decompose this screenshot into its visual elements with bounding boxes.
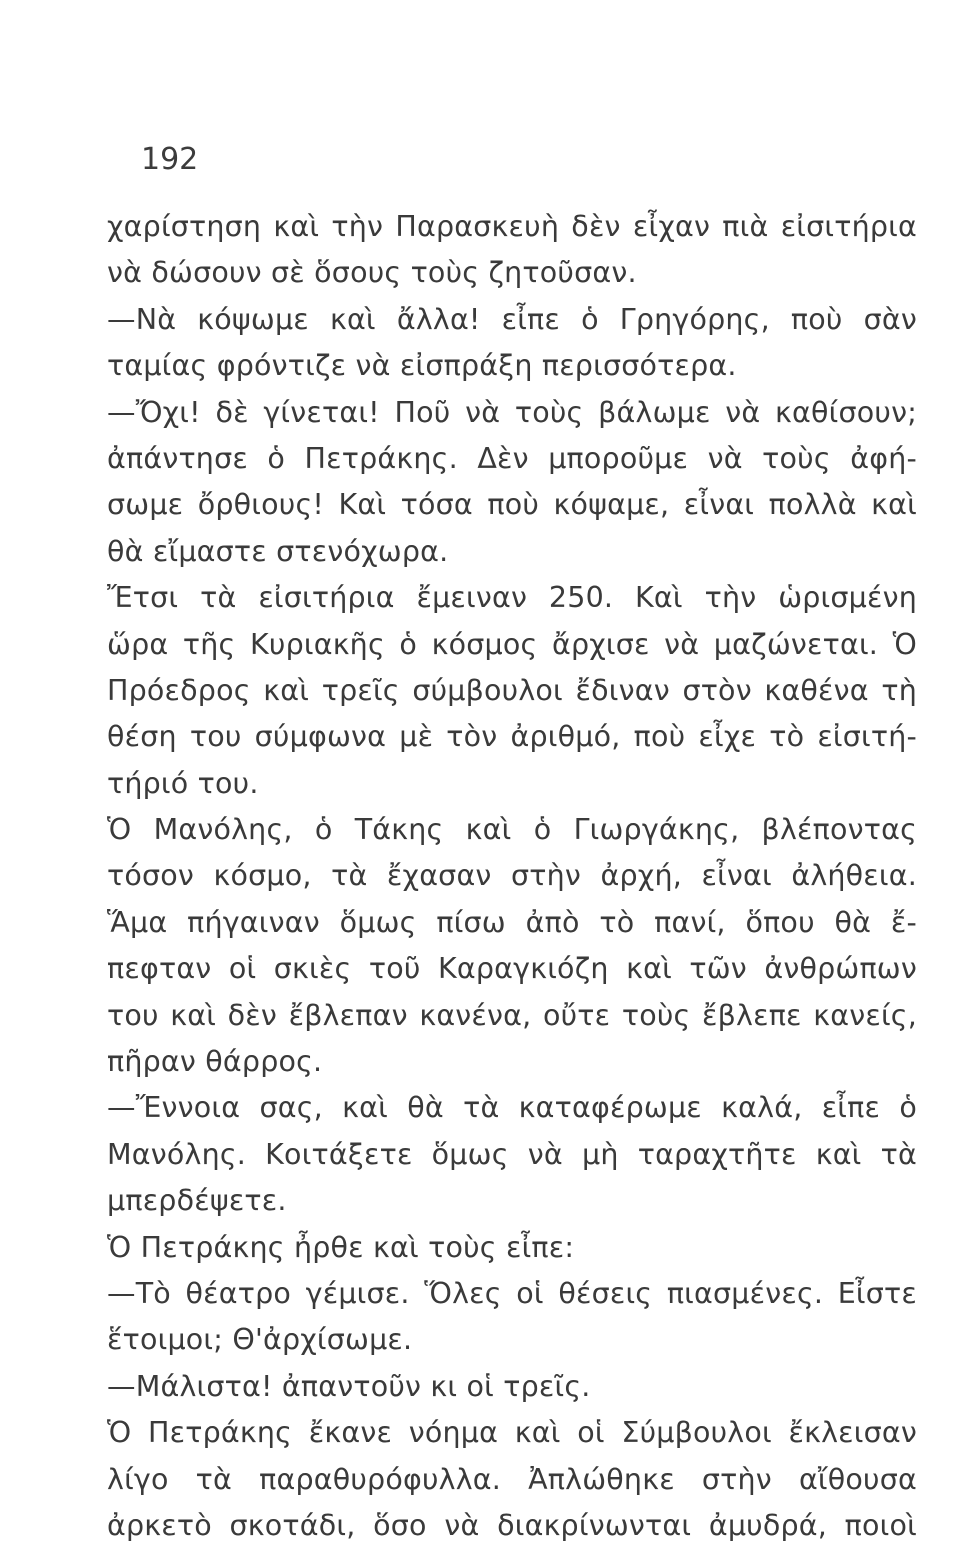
text-line: Μανόλης. Κοιτάξετε ὅμως νὰ μὴ ταραχτῆτε καὶ τὰ [107, 1137, 917, 1171]
text-line: πεφταν οἱ σκιὲς τοῦ Καραγκιόζη καὶ τῶν ἀνθρώπων [107, 952, 917, 986]
text-line: —Ὄχι! δὲ γίνεται! Ποῦ νὰ τοὺς βάλωμε νὰ καθίσουν; [107, 395, 917, 429]
text-line: ἀπάντησε ὁ Πετράκης. Δὲν μποροῦμε νὰ τοὺς ἀφή- [107, 441, 917, 475]
text-line: Ἅμα πήγαιναν ὅμως πίσω ἀπὸ τὸ πανί, ὅπου θὰ ἔ- [107, 905, 917, 939]
text-line: Πρόεδρος καὶ τρεῖς σύμβουλοι ἔδιναν στὸν καθένα τὴ [107, 673, 917, 707]
text-line: —Μάλιστα! ἀπαντοῦν κι οἱ τρεῖς. [107, 1369, 591, 1403]
text-line: θέση του σύμφωνα μὲ τὸν ἀριθμό, ποὺ εἶχε τὸ εἰσιτή- [107, 720, 917, 754]
text-line: Ὁ Μανόλης, ὁ Τάκης καὶ ὁ Γιωργάκης, βλέποντας [107, 813, 917, 847]
text-line: Ὁ Πετράκης ἔκανε νόημα καὶ οἱ Σύμβουλοι ἔκλεισαν [107, 1416, 917, 1450]
text-line: πῆραν θάρρος. [107, 1045, 323, 1079]
text-line: —Ἔννοια σας, καὶ θὰ τὰ καταφέρωμε καλά, εἶπε ὁ [107, 1091, 917, 1125]
text-line: ἕτοιμοι; Θ'ἀρχίσωμε. [107, 1323, 413, 1357]
text-line: μπερδέψετε. [107, 1184, 287, 1218]
text-line: τήριό του. [107, 766, 259, 800]
text-line: Ἔτσι τὰ εἰσιτήρια ἔμειναν 250. Καὶ τὴν ὡρισμένη [107, 581, 917, 615]
text-line: σωμε ὄρθιους! Καὶ τόσα ποὺ κόψαμε, εἶναι πολλὰ καὶ [107, 488, 917, 522]
page-number: 192 [141, 142, 199, 177]
text-line: τόσον κόσμο, τὰ ἔχασαν στὴν ἀρχή, εἶναι ἀλήθεια. [107, 859, 917, 893]
text-line: Ὁ Πετράκης ἦρθε καὶ τοὺς εἶπε: [107, 1230, 575, 1264]
text-line: χαρίστηση καὶ τὴν Παρασκευὴ δὲν εἶχαν πιὰ εἰσιτήρια [107, 210, 917, 243]
text-line: ὥρα τῆς Κυριακῆς ὁ κόσμος ἄρχισε νὰ μαζώνεται. Ὁ [107, 627, 917, 661]
text-line: —Νὰ κόψωμε καὶ ἄλλα! εἶπε ὁ Γρηγόρης, ποὺ σὰν [107, 302, 917, 336]
text-line: λίγο τὰ παραθυρόφυλλα. Ἀπλώθηκε στὴν αἴθουσα [107, 1462, 917, 1496]
text-line: νὰ δώσουν σὲ ὅσους τοὺς ζητοῦσαν. [107, 256, 637, 290]
text-line: ταμίας φρόντιζε νὰ εἰσπράξη περισσότερα. [107, 349, 737, 383]
text-line: θὰ εἴμαστε στενόχωρα. [107, 534, 449, 568]
text-line: του καὶ δὲν ἔβλεπαν κανένα, οὔτε τοὺς ἔβλεπε κανείς, [107, 998, 917, 1032]
text-line: ἀρκετὸ σκοτάδι, ὅσο νὰ διακρίνωνται ἀμυδρά, ποιοὶ [107, 1508, 917, 1542]
body-text [107, 204, 917, 1549]
text-line: —Τὸ θέατρο γέμισε. Ὅλες οἱ θέσεις πιασμένες. Εἶστε [107, 1276, 917, 1310]
